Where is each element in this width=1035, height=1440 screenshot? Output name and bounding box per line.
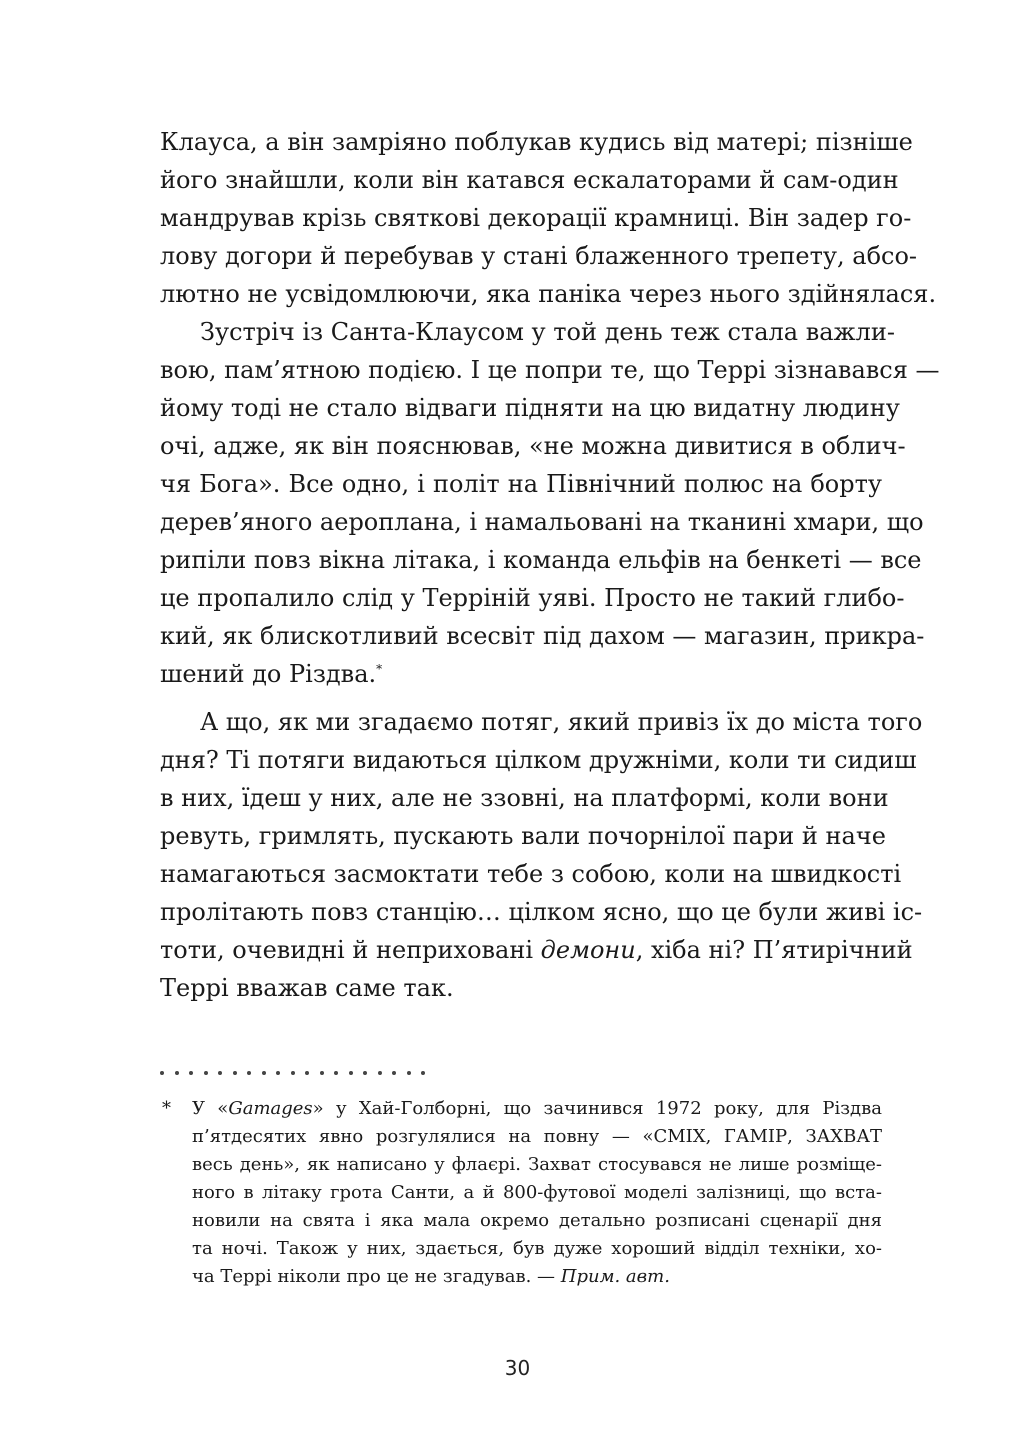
italic-word: демони xyxy=(540,936,636,964)
italic-word: Прим. авт. xyxy=(560,1266,670,1287)
text-line: це пропалило слід у Терріній уяві. Просто не такий глибо- xyxy=(160,584,905,612)
text-span: шений до Різдва. xyxy=(160,660,377,688)
text-line: чя Бога». Все одно, і політ на Північний полюс на борту xyxy=(160,470,882,498)
separator-dot xyxy=(363,1071,367,1075)
separator-dot xyxy=(305,1071,309,1075)
separator-dot xyxy=(247,1071,251,1075)
footnote-line: новили на свята і яка мала окремо детально розписані сценарії дня xyxy=(192,1210,882,1231)
footnote-line xyxy=(192,1263,882,1291)
text-span: » у Хай-Голборні, що зачинився 1972 року, для Різдва xyxy=(312,1098,882,1119)
footnote-line: весь день», як написано у флаєрі. Захват стосувався не лише розміще- xyxy=(192,1154,882,1175)
italic-word: Gamages xyxy=(228,1098,313,1119)
footnote-reference[interactable]: * xyxy=(376,662,383,676)
separator-dot xyxy=(320,1071,324,1075)
separator-dot xyxy=(291,1071,295,1075)
separator-dot xyxy=(276,1071,280,1075)
text-line: лову догори й перебував у стані блаженного трепету, абсо- xyxy=(160,242,918,270)
separator-dot xyxy=(349,1071,353,1075)
text-line: вою, пам’ятною подією. І це попри те, що Террі зізнавався — xyxy=(160,356,940,384)
separator-dot xyxy=(218,1071,222,1075)
separator-dot xyxy=(334,1071,338,1075)
text-line: намагаються засмоктати тебе з собою, коли на швидкості xyxy=(160,860,902,888)
text-span: ча Террі ніколи про це не згадував. — xyxy=(192,1266,561,1287)
separator-dot xyxy=(262,1071,266,1075)
footnote-separator xyxy=(160,1068,430,1078)
text-line xyxy=(160,931,913,969)
separator-dot xyxy=(204,1071,208,1075)
text-span: У « xyxy=(192,1098,229,1119)
text-line: дерев’яного аероплана, і намальовані на тканині хмари, що xyxy=(160,508,924,536)
text-line: А що, як ми згадаємо потяг, який привіз їх до міста того xyxy=(200,708,923,736)
separator-dot xyxy=(407,1071,411,1075)
text-line: очі, адже, як він пояснював, «не можна дивитися в облич- xyxy=(160,432,906,460)
separator-dot xyxy=(175,1071,179,1075)
text-line: в них, їдеш у них, але не ззовні, на платформі, коли вони xyxy=(160,784,889,812)
text-span: , хіба ні? П’ятирічний xyxy=(635,936,913,964)
footnote-line: ного в літаку грота Санти, а й 800-футової моделі залізниці, що вста- xyxy=(192,1182,882,1203)
text-line xyxy=(160,655,882,693)
footnote-line xyxy=(192,1095,882,1123)
text-line: його знайшли, коли він катався ескалаторами й сам-один xyxy=(160,166,899,194)
separator-dot xyxy=(392,1071,396,1075)
text-line: Зустріч із Санта-Клаусом у той день теж стала важли- xyxy=(200,318,895,346)
footnote-line: п’ятдесятих явно розгулялися на повну — «СМІХ, ГАМІР, ЗАХВАТ xyxy=(192,1126,882,1147)
text-line: ревуть, гримлять, пускають вали почорнілої пари й наче xyxy=(160,822,886,850)
text-line: Клауса, а він замріяно поблукав кудись від матері; пізніше xyxy=(160,128,913,156)
text-line: мандрував крізь святкові декорації крамниці. Він задер го- xyxy=(160,204,912,232)
separator-dot xyxy=(189,1071,193,1075)
text-line: лютно не усвідомлюючи, яка паніка через нього здійнялася. xyxy=(160,280,937,308)
text-line: йому тоді не стало відваги підняти на цю видатну людину xyxy=(160,394,900,422)
footnote-marker: * xyxy=(162,1098,171,1119)
separator-dot xyxy=(160,1071,164,1075)
separator-dot xyxy=(421,1071,425,1075)
page-number: 30 xyxy=(504,1356,531,1380)
separator-dot xyxy=(378,1071,382,1075)
text-line: рипіли повз вікна літака, і команда ельфів на бенкеті — все xyxy=(160,546,922,574)
text-span: тоти, очевидні й неприховані xyxy=(160,936,541,964)
text-line: кий, як блискотливий всесвіт під дахом — магазин, прикра- xyxy=(160,622,925,650)
footnote-line: та ночі. Також у них, здається, був дуже хороший відділ техніки, хо- xyxy=(192,1238,882,1259)
text-line: Террі вважав саме так. xyxy=(160,974,454,1002)
separator-dot xyxy=(233,1071,237,1075)
text-line: пролітають повз станцію… цілком ясно, що це були живі іс- xyxy=(160,898,923,926)
text-line: дня? Ті потяги видаються цілком дружніми, коли ти сидиш xyxy=(160,746,917,774)
